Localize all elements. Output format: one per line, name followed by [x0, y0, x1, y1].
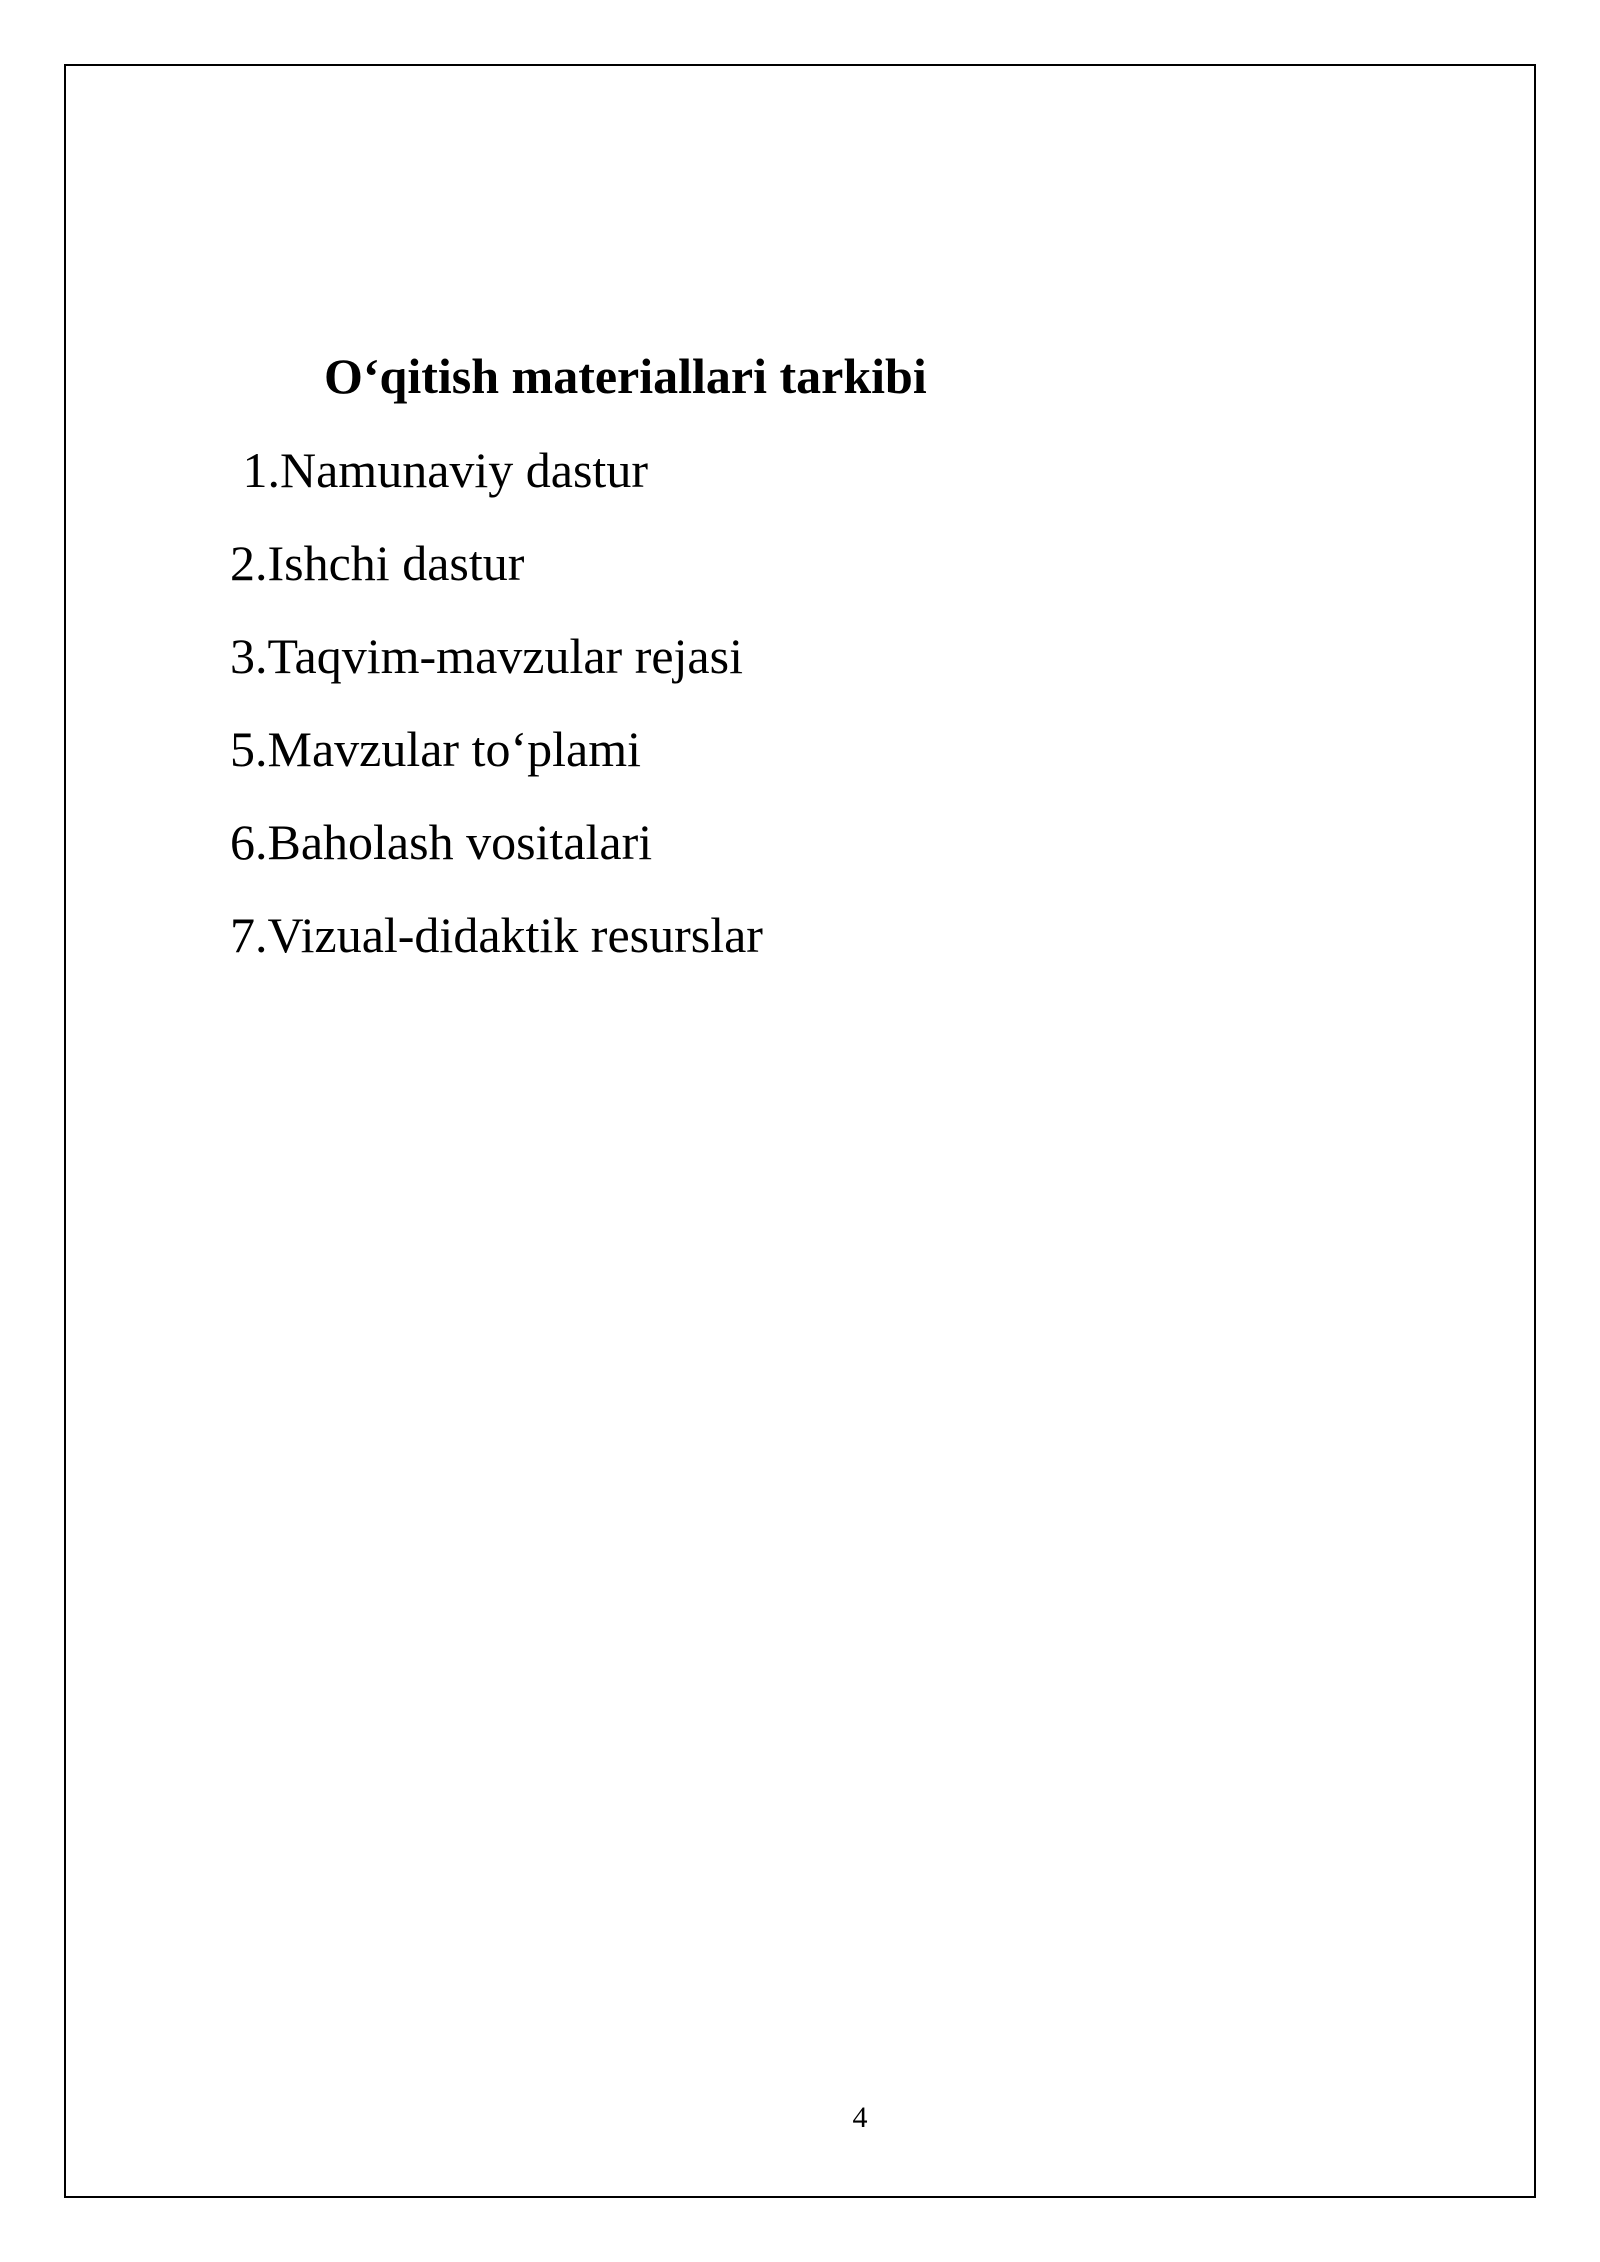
- page-number: 4: [852, 2101, 868, 2134]
- list-item: 6.Baholash vositalari: [230, 814, 653, 870]
- list-item: 3.Taqvim-mavzular rejasi: [230, 628, 743, 684]
- list-item: 7.Vizual-didaktik resurslar: [230, 907, 763, 963]
- list-item: 5.Mavzular to‘plami: [230, 721, 641, 777]
- page-title: O‘qitish materiallari tarkibi: [324, 348, 927, 404]
- list-item: 2.Ishchi dastur: [230, 535, 525, 591]
- list-item: 1.Namunaviy dastur: [230, 442, 648, 498]
